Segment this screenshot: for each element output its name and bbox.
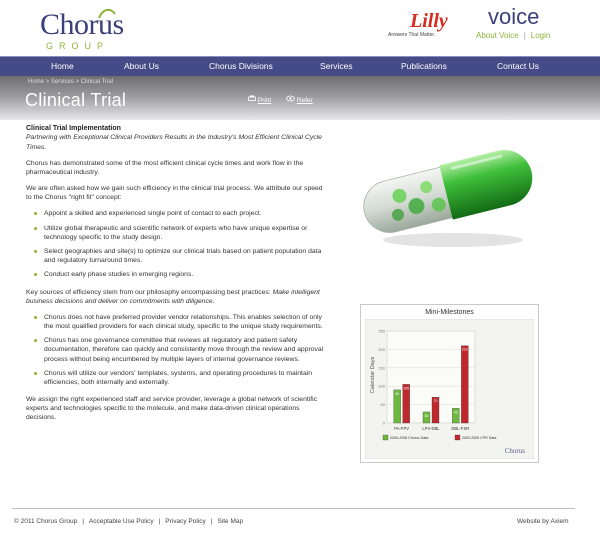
- site-footer: [14, 518, 243, 525]
- footer-link-privacy[interactable]: Privacy Policy: [165, 518, 206, 525]
- print-label: Print: [257, 97, 272, 104]
- page-title: Clinical Trial: [25, 90, 127, 110]
- list-item: Select geographies and site(s) to optimize our clinical trials based on patient population data and regulatory turnaround times.: [44, 247, 324, 265]
- efficiency-list: [26, 313, 324, 387]
- chart-box-title: Mini-Milestones: [425, 309, 474, 316]
- logo-swirl-icon: [97, 6, 117, 20]
- print-button[interactable]: [248, 95, 271, 104]
- chart-y-tick-label: 150: [378, 365, 385, 371]
- right-fit-list: [26, 209, 324, 279]
- chart-x-tick-label: LPV-DBL: [422, 426, 440, 431]
- chart-legend-swatch: [383, 435, 388, 440]
- page-banner: [0, 76, 600, 120]
- chart-y-tick-label: 200: [378, 346, 385, 352]
- login-link[interactable]: Login: [530, 31, 551, 40]
- separator: |: [82, 518, 84, 525]
- paragraph-3-lead: Key sources of efficiency stem from our philosophy encompassing best practices:: [26, 288, 273, 296]
- list-item: Conduct early phase studies in emerging regions.: [44, 270, 324, 279]
- paragraph-2: We are often asked how we gain such efficiency in the clinical trial process. We attribute our speed to the Chorus "right fit" concept:: [26, 185, 323, 202]
- refer-label: Refer: [296, 97, 313, 104]
- nav-services[interactable]: Services: [320, 61, 353, 71]
- chart-legend-label: 2003-2005 CPR Data: [462, 436, 497, 441]
- list-item: Chorus has one governance committee that reviews all regulatory and patient safety documentation, therefore can quickly and consistently move through the review and approval process without being encumbered by multiple layers of internal governance reviews.: [44, 337, 324, 363]
- chart-y-tick-label: 100: [378, 383, 385, 389]
- chart-x-tick-label: PA-FPV: [394, 426, 410, 431]
- logo-sub: GROUP: [46, 41, 110, 51]
- eye-icon: [286, 95, 295, 102]
- section-heading: Clinical Trial Implementation: [26, 125, 121, 132]
- breadcrumb[interactable]: Home > Services > Clinical Trial: [28, 79, 114, 85]
- logo-name: Chorus: [40, 8, 124, 41]
- paragraph-1: Chorus has demonstrated some of the most efficient clinical cycle times and work flow in the pharmaceutical industry.: [26, 159, 304, 176]
- list-item: Appoint a skilled and experienced single point of contact to each project.: [44, 209, 324, 218]
- chart-legend-swatch: [455, 435, 460, 440]
- nav-home[interactable]: Home: [51, 61, 74, 71]
- separator: |: [523, 31, 526, 40]
- lilly-wordmark: Lilly: [410, 10, 448, 32]
- milestones-chart: [360, 304, 539, 463]
- section-subheading: Partnering with Exceptional Clinical Providers Results in the Industry's Most Efficient Clinical Cycle Times.: [26, 134, 322, 151]
- chart-y-axis-label: Calendar Days: [370, 356, 376, 394]
- list-item: Utilize global therapeutic and scientific network of experts who have unique expertise or technology specific to the study design.: [44, 224, 324, 242]
- chart-data-label: 40: [453, 410, 458, 415]
- nav-about-us[interactable]: About Us: [124, 61, 159, 71]
- nav-chorus-divisions[interactable]: Chorus Divisions: [209, 61, 273, 71]
- paragraph-4: We assign the right experienced staff and service provider, leverage a global network of scientific experts and technologies specific to the molecule, and make data-driven clinical operations decisions.: [26, 396, 318, 422]
- chart-y-tick-label: 250: [378, 328, 385, 334]
- site-credit[interactable]: Website by Axiem: [517, 518, 569, 525]
- main-nav: [0, 56, 600, 77]
- printer-icon: [248, 95, 256, 102]
- capsule-illustration: [358, 132, 538, 252]
- voice-logo[interactable]: voice: [488, 4, 540, 29]
- chart-y-tick-label: 50: [380, 402, 385, 408]
- paragraph-3-italic: Make intelligent business decisions and deliver on commitments with diligence.: [26, 288, 320, 305]
- separator: |: [210, 518, 213, 525]
- nav-publications[interactable]: Publications: [401, 61, 447, 71]
- chart-x-tick-label: DBL-FSR: [451, 426, 470, 431]
- chart-data-label: 30: [424, 413, 429, 418]
- refer-button[interactable]: [286, 95, 313, 104]
- chart-bar: [461, 346, 468, 423]
- footer-link-acceptable-use[interactable]: Acceptable Use Policy: [88, 518, 154, 525]
- chart-data-label: 70: [433, 399, 438, 404]
- chart-data-label: 90: [395, 391, 400, 396]
- list-item: Chorus does not have preferred provider vendor relationships. This enables selection of only the most qualified providers for each clinical study, specific to the unique study requirements.: [44, 313, 323, 331]
- chart-legend-label: 2006-2008 Chorus Data: [390, 436, 429, 441]
- chart-watermark: Chorus: [504, 447, 525, 455]
- separator: |: [158, 518, 161, 525]
- footer-link-site-map[interactable]: Site Map: [217, 518, 244, 525]
- nav-contact-us[interactable]: Contact Us: [497, 61, 540, 71]
- footer-divider: [12, 508, 575, 509]
- paragraph-3: [26, 288, 324, 306]
- about-voice-link[interactable]: About Voice: [476, 31, 519, 40]
- chart-data-label: 210: [461, 347, 468, 352]
- list-item: Chorus will utilize our vendors' templates, systems, and operating procedures to maintain efficiencies, both internally and externally.: [44, 369, 324, 387]
- chart-data-label: 105: [403, 386, 410, 391]
- lilly-tagline: Answers That Matter.: [388, 32, 436, 38]
- voice-links: [476, 31, 550, 40]
- lilly-logo[interactable]: [386, 10, 456, 40]
- site-header: [0, 0, 600, 56]
- main-content: [26, 124, 324, 430]
- chart-canvas: [365, 319, 534, 459]
- copyright: © 2011 Chorus Group: [14, 518, 78, 525]
- chart-y-tick-label: 0: [382, 420, 385, 426]
